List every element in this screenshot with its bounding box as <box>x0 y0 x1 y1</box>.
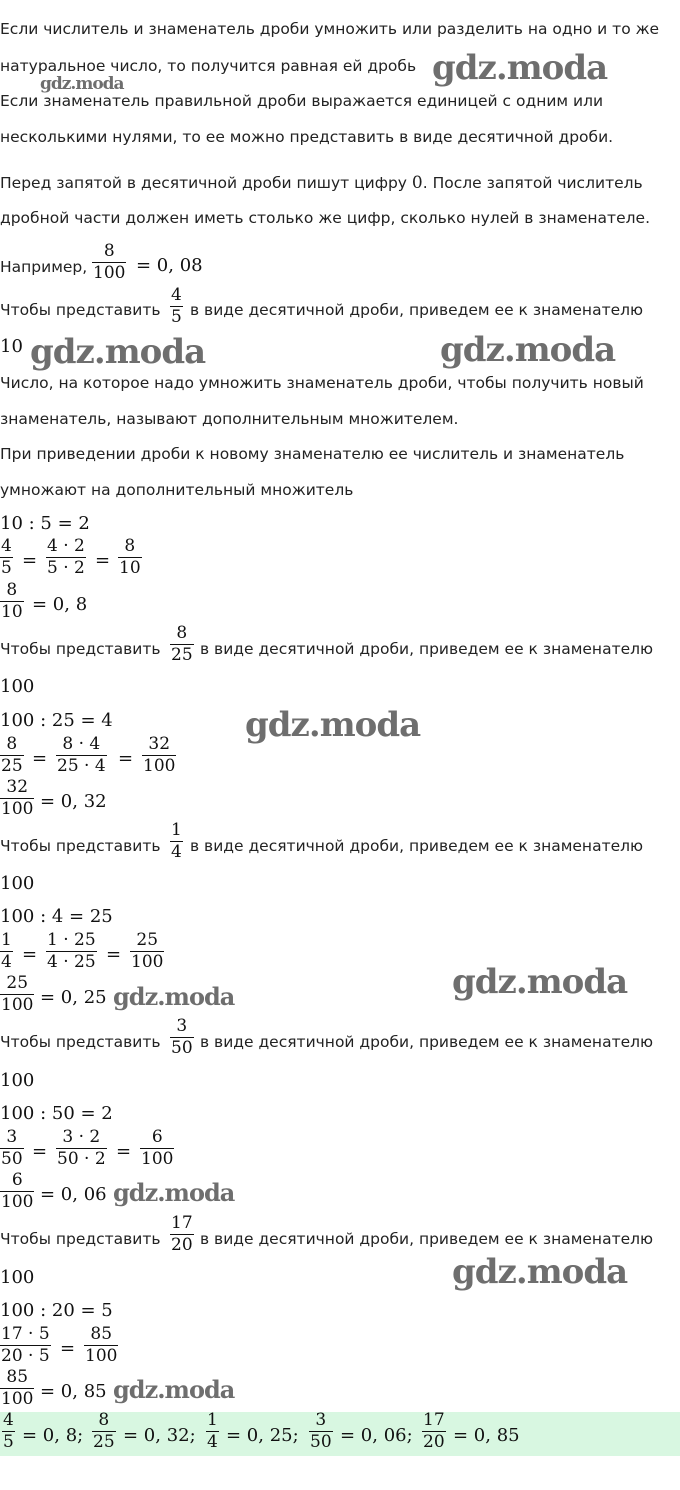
denominator: 25 <box>1 756 23 776</box>
fraction <box>170 1215 194 1254</box>
denominator: 100 <box>143 756 176 776</box>
answer-box <box>0 1412 680 1456</box>
fraction <box>56 736 107 775</box>
math-denominator-target: 100 <box>0 676 35 697</box>
watermark: gdz.moda <box>432 48 608 88</box>
text-line: Число, на которое надо умножить знаменатель дроби, чтобы получить новый <box>0 374 644 392</box>
fraction <box>46 932 97 971</box>
denominator: 4 <box>1 952 12 972</box>
equals: = <box>60 1338 76 1359</box>
math-result: = 0, 85 <box>40 1381 107 1402</box>
numerator: 1 · 25 <box>47 930 96 950</box>
numerator: 17 <box>171 1213 193 1233</box>
denominator: 5 · 2 <box>47 558 85 578</box>
watermark: gdz.moda <box>452 1252 628 1292</box>
equals: = <box>106 944 122 965</box>
answer-value: = 0, 85 <box>453 1425 520 1446</box>
text-line: дробной части должен иметь столько же цифр, сколько нулей в знаменателе. <box>0 209 650 227</box>
numerator: 3 <box>6 1127 18 1147</box>
fraction <box>92 243 126 282</box>
numerator: 1 <box>1 930 12 950</box>
math-division: 100 : 50 = 2 <box>0 1103 113 1124</box>
math-result: = 0, 8 <box>32 594 88 615</box>
fraction <box>0 975 34 1014</box>
watermark: gdz.moda <box>113 1375 235 1404</box>
watermark: gdz.moda <box>245 705 421 745</box>
numerator: 85 <box>6 1367 29 1387</box>
text-line: Чтобы представить <box>0 1230 161 1248</box>
equals: = <box>116 1141 132 1162</box>
numerator: 3 · 2 <box>62 1127 101 1147</box>
denominator: 100 <box>1 995 34 1015</box>
text-line: Чтобы представить <box>0 640 161 658</box>
denominator: 100 <box>131 952 164 972</box>
equals: = <box>32 1141 48 1162</box>
fraction <box>46 538 86 577</box>
denominator: 100 <box>93 263 126 283</box>
denominator: 25 <box>171 645 193 665</box>
fraction <box>170 287 183 326</box>
math-denominator-target: 100 <box>0 873 35 894</box>
watermark: gdz.moda <box>40 74 124 94</box>
denominator: 20 · 5 <box>1 1346 50 1366</box>
equals: = <box>22 550 38 571</box>
numerator: 25 <box>6 973 29 993</box>
denominator: 100 <box>1 1389 34 1409</box>
fraction <box>170 822 183 861</box>
numerator: 17 <box>423 1410 445 1430</box>
numerator: 85 <box>90 1324 113 1344</box>
fraction <box>206 1412 219 1451</box>
denominator: 25 · 4 <box>57 756 106 776</box>
math-division: 100 : 4 = 25 <box>0 906 113 927</box>
numerator: 3 <box>315 1410 327 1430</box>
fraction <box>422 1412 446 1451</box>
fraction <box>118 538 142 577</box>
math-division: 100 : 25 = 4 <box>0 710 113 731</box>
text-line: Если числитель и знаменатель дроби умножить или разделить на одно и то же <box>0 20 660 38</box>
denominator: 5 <box>1 558 12 578</box>
text-line: Если знаменатель правильной дроби выражается единицей с одним или <box>0 92 604 110</box>
fraction <box>0 932 13 971</box>
text-line: знаменатель, называют дополнительным множителем. <box>0 410 459 428</box>
text-part: Перед запятой в десятичной дроби пишут цифру <box>0 174 407 192</box>
text-line: Чтобы представить <box>0 1033 161 1051</box>
numerator: 8 <box>6 734 18 754</box>
numerator: 4 · 2 <box>47 536 85 556</box>
fraction <box>0 1369 34 1408</box>
denominator: 5 <box>171 307 182 327</box>
fraction <box>92 1412 116 1451</box>
numerator: 25 <box>136 930 159 950</box>
numerator: 4 <box>3 1410 14 1430</box>
fraction <box>0 538 13 577</box>
answer-value: = 0, 06; <box>340 1425 413 1446</box>
denominator: 50 <box>310 1432 332 1452</box>
denominator: 4 <box>207 1432 218 1452</box>
text-line: в виде десятичной дроби, приведем ее к знаменателю <box>200 1033 654 1051</box>
numerator: 6 <box>151 1127 163 1147</box>
denominator: 50 · 2 <box>57 1149 106 1169</box>
watermark: gdz.moda <box>30 332 206 372</box>
denominator: 100 <box>1 799 34 819</box>
text-line: натуральное число, то получится равная ей дробь <box>0 57 417 75</box>
fraction <box>170 625 194 664</box>
numerator: 6 <box>11 1170 23 1190</box>
text-line: в виде десятичной дроби, приведем ее к знаменателю <box>190 837 644 855</box>
denominator: 25 <box>93 1432 115 1452</box>
fraction <box>0 1326 51 1365</box>
numerator: 4 <box>1 536 12 556</box>
fraction <box>0 1172 34 1211</box>
numerator: 8 <box>6 580 18 600</box>
math-result: = 0, 06 <box>40 1184 107 1205</box>
numerator: 8 <box>103 241 115 261</box>
text-line: несколькими нулями, то ее можно представить в виде десятичной дроби. <box>0 128 614 146</box>
denominator: 10 <box>1 602 23 622</box>
denominator: 50 <box>1 1149 23 1169</box>
denominator: 20 <box>171 1235 193 1255</box>
fraction <box>0 736 24 775</box>
equals: = <box>95 550 111 571</box>
math-division: 10 : 5 = 2 <box>0 513 90 534</box>
denominator: 5 <box>3 1432 14 1452</box>
numerator: 32 <box>148 734 171 754</box>
watermark: gdz.moda <box>113 1178 235 1207</box>
denominator: 100 <box>141 1149 174 1169</box>
fraction <box>0 779 34 818</box>
text-line: в виде десятичной дроби, приведем ее к знаменателю <box>190 301 644 319</box>
equals: = <box>22 944 38 965</box>
math-result: = 0, 32 <box>40 791 107 812</box>
answer-value: = 0, 25; <box>226 1425 299 1446</box>
text-line: в виде десятичной дроби, приведем ее к знаменателю <box>200 640 654 658</box>
denominator: 50 <box>171 1038 193 1058</box>
watermark: gdz.moda <box>113 982 235 1011</box>
fraction <box>0 582 24 621</box>
example-label: Например, <box>0 258 88 276</box>
fraction <box>130 932 164 971</box>
math-denominator-target: 100 <box>0 1070 35 1091</box>
denominator: 100 <box>85 1346 118 1366</box>
denominator: 4 <box>171 842 182 862</box>
text-line: в виде десятичной дроби, приведем ее к знаменателю <box>200 1230 654 1248</box>
numerator: 3 <box>176 1016 188 1036</box>
text-line: Чтобы представить <box>0 301 161 319</box>
fraction <box>309 1412 333 1451</box>
fraction <box>170 1018 194 1057</box>
denominator: 10 <box>119 558 141 578</box>
math-denominator-target: 10 <box>0 336 23 357</box>
fraction <box>140 1129 174 1168</box>
numerator: 8 · 4 <box>62 734 101 754</box>
fraction <box>0 1129 24 1168</box>
numerator: 8 <box>124 536 136 556</box>
math-zero: 0 <box>411 173 423 193</box>
fraction <box>2 1412 15 1451</box>
watermark: gdz.moda <box>452 962 628 1002</box>
numerator: 8 <box>98 1410 110 1430</box>
denominator: 20 <box>423 1432 445 1452</box>
numerator: 4 <box>171 285 182 305</box>
denominator: 4 · 25 <box>47 952 96 972</box>
text-line: Чтобы представить <box>0 837 161 855</box>
watermark: gdz.moda <box>440 330 616 370</box>
fraction <box>56 1129 107 1168</box>
text-line: умножают на дополнительный множитель <box>0 481 354 499</box>
fraction <box>84 1326 118 1365</box>
math-denominator-target: 100 <box>0 1267 35 1288</box>
numerator: 17 · 5 <box>1 1324 50 1344</box>
numerator: 8 <box>176 623 188 643</box>
fraction <box>142 736 176 775</box>
math-result: = 0, 08 <box>136 255 203 276</box>
math-result: = 0, 25 <box>40 987 107 1008</box>
text-part: . После запятой числитель <box>422 174 643 192</box>
text-line: При приведении дроби к новому знаменателю ее числитель и знаменатель <box>0 445 625 463</box>
numerator: 32 <box>6 777 29 797</box>
equals: = <box>32 748 48 769</box>
denominator: 100 <box>1 1192 34 1212</box>
text-line <box>0 173 643 193</box>
equals: = <box>118 748 134 769</box>
numerator: 1 <box>207 1410 218 1430</box>
answer-value: = 0, 32; <box>123 1425 196 1446</box>
math-division: 100 : 20 = 5 <box>0 1300 113 1321</box>
numerator: 1 <box>171 820 182 840</box>
answer-value: = 0, 8; <box>22 1425 84 1446</box>
